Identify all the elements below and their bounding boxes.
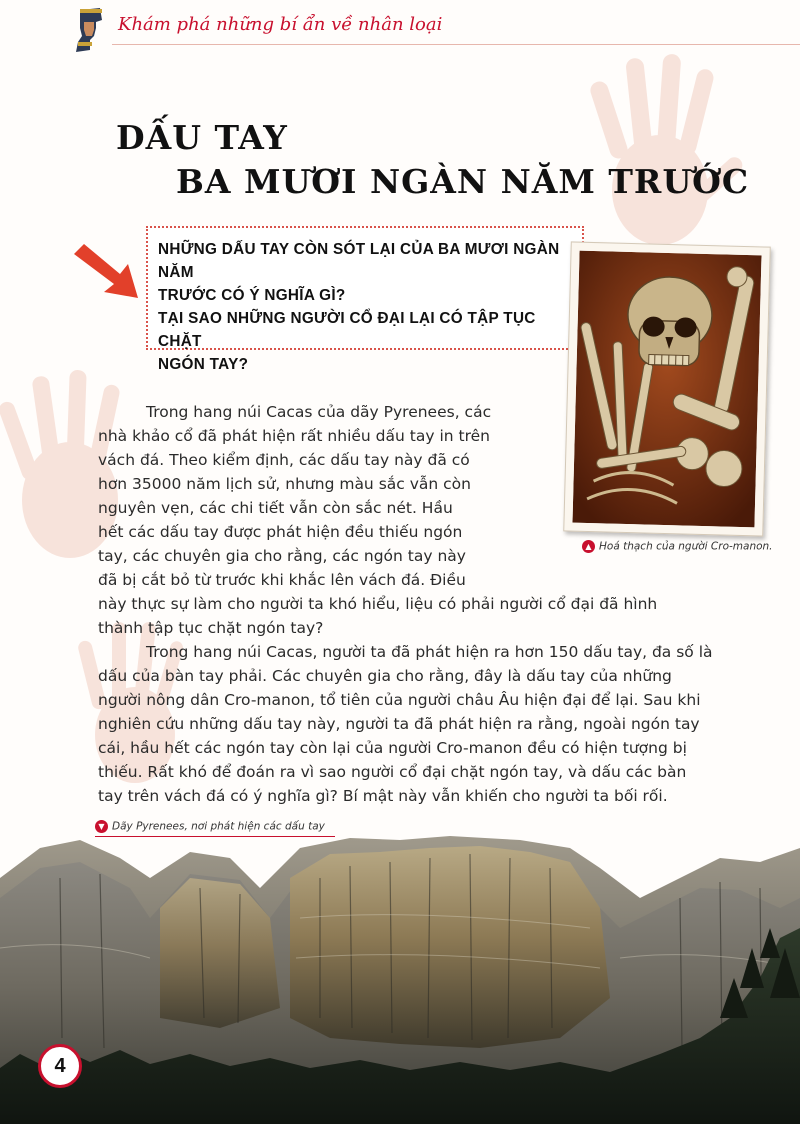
body-paragraph-2: [98, 640, 758, 808]
paragraph-line: này thực sự làm cho người ta khó hiểu, liệu có phải người cổ đại đã hình: [98, 595, 658, 613]
caption-pointer-down-icon: ▼: [95, 820, 108, 833]
paragraph-line: nguyên vẹn, các chi tiết vẫn còn sắc nét. Hầu: [98, 499, 453, 517]
paragraph-line: tay, các chuyên gia cho rằng, các ngón tay này: [98, 547, 466, 565]
paragraph-line: tay trên vách đá có ý nghĩa gì? Bí mật này vẫn khiến cho người ta bối rối.: [98, 787, 668, 805]
paragraph-line: vách đá. Theo kiểm định, các dấu tay này đã có: [98, 451, 470, 469]
caption-pointer-up-icon: ▲: [582, 540, 595, 553]
paragraph-line: người nông dân Cro-manon, tổ tiên của người châu Âu hiện đại để lại. Sau khi: [98, 691, 701, 709]
paragraph-line: Trong hang núi Cacas của dãy Pyrenees, các: [146, 403, 492, 421]
paragraph-line: hết các dấu tay được phát hiện đều thiếu ngón: [98, 523, 463, 541]
mountain-caption-text: Dãy Pyrenees, nơi phát hiện các dấu tay: [112, 820, 325, 833]
page-number: 4: [38, 1044, 82, 1088]
paragraph-line: thiếu. Rất khó để đoán ra vì sao người cổ đại chặt ngón tay, và dấu các bàn: [98, 763, 687, 781]
paragraph-line: đã bị cắt bỏ từ trước khi khắc lên vách đá. Điều: [98, 571, 466, 589]
paragraph-line: nghiên cứu những dấu tay này, người ta đã phát hiện ra rằng, ngoài ngón tay: [98, 715, 700, 733]
header-title: Khám phá những bí ẩn về nhân loại: [118, 14, 443, 35]
question-box: [146, 226, 584, 373]
fossil-caption-text: Hoá thạch của người Cro-manon.: [599, 540, 773, 553]
paragraph-line: dấu của bàn tay phải. Các chuyên gia cho rằng, đây là dấu tay của những: [98, 667, 672, 685]
handprint-decoration: [560, 40, 760, 260]
paragraph-line: hơn 35000 năm lịch sử, nhưng màu sắc vẫn còn: [98, 475, 471, 493]
page-header: [0, 0, 800, 60]
pyrenees-mountains-image: [0, 818, 800, 1124]
paragraph-line: thành tập tục chặt ngón tay?: [98, 619, 324, 637]
mountain-caption-underline: [95, 836, 335, 837]
question-line: TẠI SAO NHỮNG NGƯỜI CỔ ĐẠI LẠI CÓ TẬP TỤC CHẶT: [158, 310, 536, 350]
red-arrow-icon: [74, 244, 144, 300]
header-divider: [112, 44, 800, 45]
mountain-caption: [95, 820, 325, 833]
question-line: NGÓN TAY?: [158, 356, 249, 373]
paragraph-line: cái, hầu hết các ngón tay còn lại của người Cro-manon đều có hiện tượng bị: [98, 739, 687, 757]
question-line: TRƯỚC CÓ Ý NGHĨA GÌ?: [158, 287, 346, 304]
page-title-line2: BA MƯƠI NGÀN NĂM TRƯỚC: [176, 162, 750, 201]
nefertiti-bust-icon: [70, 6, 110, 54]
body-paragraph-1: [98, 400, 658, 640]
page-title-line1: DẤU TAY: [116, 118, 288, 157]
paragraph-line: Trong hang núi Cacas, người ta đã phát hiện ra hơn 150 dấu tay, đa số là: [146, 643, 713, 661]
question-line: NHỮNG DẤU TAY CÒN SÓT LẠI CỦA BA MƯƠI NGÀN NĂM: [158, 241, 560, 281]
paragraph-line: nhà khảo cổ đã phát hiện rất nhiều dấu tay in trên: [98, 427, 490, 445]
